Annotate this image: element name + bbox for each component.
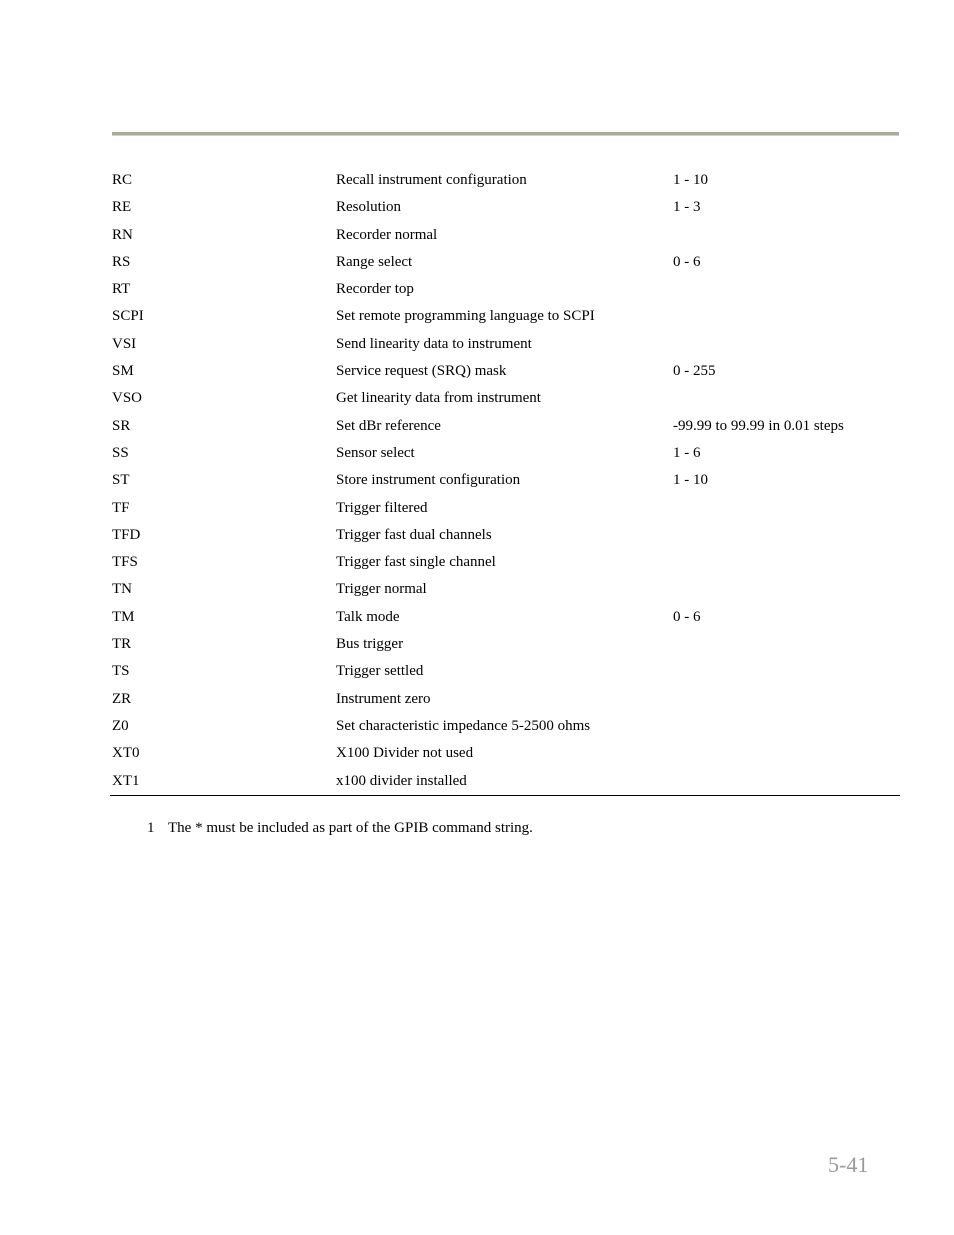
command-description: Trigger settled — [336, 663, 424, 680]
table-row — [110, 604, 900, 631]
command-code: RC — [112, 172, 133, 188]
footnote — [147, 819, 533, 837]
command-description: Range select — [336, 253, 413, 270]
table-row — [110, 495, 900, 522]
command-description: Get linearity data from instrument — [336, 390, 541, 407]
table-row — [110, 658, 900, 685]
command-code: Z0 — [112, 717, 129, 734]
command-range: 1 - 3 — [673, 199, 701, 216]
table-row — [110, 549, 900, 576]
table-row — [110, 768, 900, 795]
command-code: SCPI — [112, 308, 144, 325]
table-row — [110, 740, 900, 767]
table-row — [110, 222, 900, 249]
command-range: 0 - 6 — [673, 608, 701, 625]
command-description: Set characteristic impedance 5-2500 ohms — [336, 717, 591, 734]
command-description: Recorder normal — [336, 226, 438, 243]
command-description: Sensor select — [336, 444, 415, 461]
command-code: RE — [112, 199, 132, 216]
command-range: 1 - 10 — [673, 172, 708, 188]
command-code: ST — [112, 472, 130, 489]
table-row — [110, 631, 900, 658]
command-code: XT0 — [112, 745, 140, 762]
command-code: VSI — [112, 335, 137, 352]
command-description: Set dBr reference — [336, 417, 441, 434]
command-description: Trigger fast single channel — [336, 554, 496, 571]
command-description: Recorder top — [336, 281, 414, 298]
table-row — [110, 385, 900, 412]
table-row — [110, 276, 900, 303]
command-code: XT1 — [112, 772, 140, 789]
command-code: TS — [112, 663, 130, 680]
table-row — [110, 249, 900, 276]
command-code: RN — [112, 226, 133, 243]
command-code: SM — [112, 363, 134, 380]
command-description: Talk mode — [336, 608, 400, 625]
command-code: ZR — [112, 690, 132, 707]
table-row — [110, 358, 900, 385]
command-description: Resolution — [336, 199, 402, 216]
command-description: X100 Divider not used — [336, 745, 474, 762]
header-rule — [112, 132, 899, 136]
command-range: 1 - 6 — [673, 444, 701, 461]
command-code: TFD — [112, 526, 141, 543]
table-row — [110, 194, 900, 221]
command-description: Trigger normal — [336, 581, 427, 598]
command-description: x100 divider installed — [336, 772, 467, 789]
command-range: 0 - 6 — [673, 253, 701, 270]
command-description: Instrument zero — [336, 690, 431, 707]
command-code: TM — [112, 608, 135, 625]
table-row — [110, 576, 900, 603]
command-code: TN — [112, 581, 132, 598]
footnote-number: 1 — [147, 820, 155, 836]
command-code: VSO — [112, 390, 143, 407]
command-range: -99.99 to 99.99 in 0.01 steps — [673, 417, 844, 434]
command-code: TR — [112, 636, 132, 653]
page-number: 5-41 — [828, 1152, 869, 1177]
command-description: Send linearity data to instrument — [336, 335, 532, 352]
command-code: SS — [112, 444, 129, 461]
command-description: Trigger filtered — [336, 499, 428, 516]
table-row — [110, 467, 900, 494]
command-code: RT — [112, 281, 131, 298]
table-row — [110, 686, 900, 713]
command-description: Set remote programming language to SCPI — [336, 308, 595, 325]
command-code: TFS — [112, 554, 138, 571]
table-row — [110, 331, 900, 358]
table-row — [110, 522, 900, 549]
command-description: Store instrument configuration — [336, 472, 521, 489]
command-code: SR — [112, 417, 131, 434]
footnote-text: The * must be included as part of the GPIB command string. — [168, 820, 533, 836]
command-description: Recall instrument configuration — [336, 172, 527, 188]
table-row — [110, 167, 900, 194]
command-description: Bus trigger — [336, 636, 404, 653]
table-row — [110, 303, 900, 330]
command-table — [110, 167, 900, 796]
command-description: Trigger fast dual channels — [336, 526, 492, 543]
command-code: RS — [112, 253, 131, 270]
table-row — [110, 440, 900, 467]
table-row — [110, 413, 900, 440]
command-range: 0 - 255 — [673, 363, 716, 380]
command-code: TF — [112, 499, 130, 516]
table-row — [110, 713, 900, 740]
command-range: 1 - 10 — [673, 472, 708, 489]
command-description: Service request (SRQ) mask — [336, 363, 507, 380]
